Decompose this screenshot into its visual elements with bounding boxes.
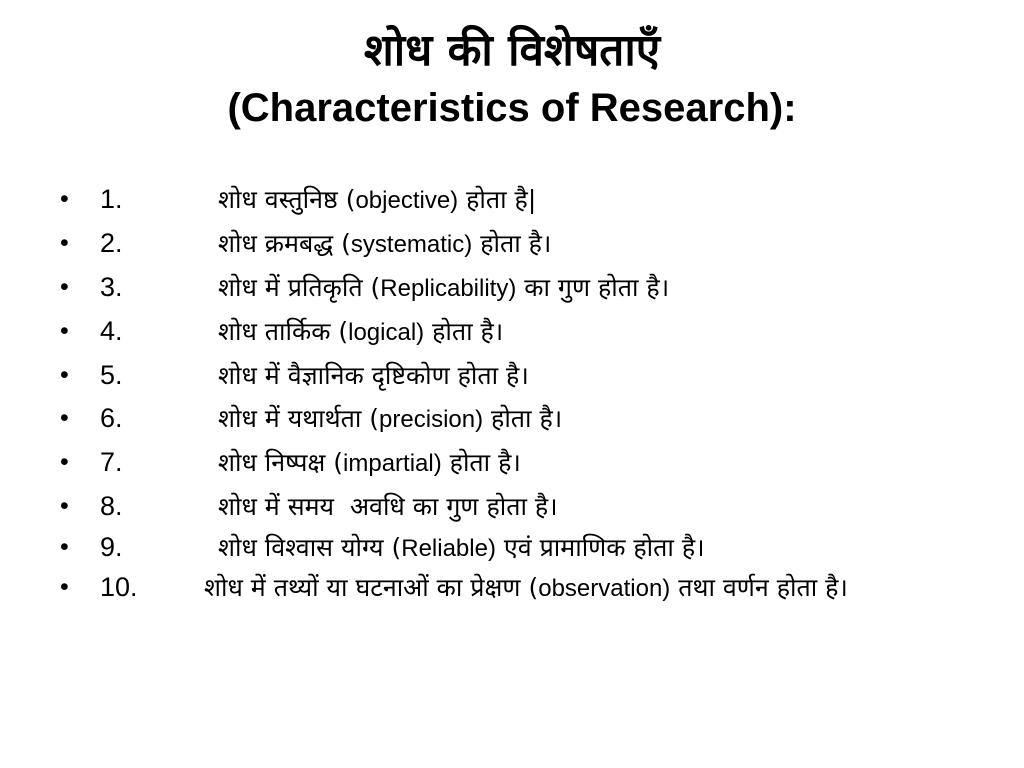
bullet-icon: •	[60, 404, 69, 432]
item-text-end: होता है।	[441, 448, 521, 477]
item-number: 8.	[100, 491, 123, 521]
item-english-term: impartial)	[343, 450, 442, 477]
bullet-icon: •	[60, 361, 69, 389]
bullet-icon: •	[60, 185, 69, 213]
title-english: (Characteristics of Research):	[227, 85, 797, 130]
item-number: 1.	[100, 184, 123, 214]
item-english-term: systematic)	[350, 231, 473, 258]
item-english-term: logical)	[348, 319, 425, 346]
item-english-term: objective)	[355, 187, 459, 214]
item-text-end: होता है।	[483, 404, 563, 433]
item-number: 6.	[100, 403, 123, 433]
item-text-end: तथा वर्णन होता है।	[670, 573, 848, 602]
item-text: शोध में समय अवधि का गुण होता है।	[218, 492, 558, 521]
item-text: शोध में यथार्थता (	[218, 404, 380, 433]
item-english-term: Replicability)	[380, 275, 517, 302]
item-text: शोध तार्किक (	[218, 317, 349, 346]
list-item	[60, 178, 950, 222]
item-english-term: observation)	[538, 575, 671, 602]
list-item	[60, 310, 950, 354]
item-text: शोध में तथ्यों या घटनाओं का प्रेक्षण (	[204, 573, 539, 602]
item-number: 3.	[100, 272, 123, 302]
item-text-end: एवं प्रामाणिक होता है।	[495, 533, 705, 562]
item-english-term: precision)	[379, 406, 484, 433]
item-text-end: होता है|	[458, 185, 537, 214]
bullet-icon: •	[60, 317, 69, 345]
slide-title	[60, 26, 964, 131]
bullet-icon: •	[60, 229, 69, 257]
characteristics-list	[60, 178, 950, 611]
bullet-icon: •	[60, 573, 69, 601]
item-number: 10.	[100, 572, 138, 602]
list-item	[60, 441, 950, 485]
item-text-end: होता है।	[424, 317, 504, 346]
item-text: शोध वस्तुनिष्ठ (	[218, 185, 356, 214]
item-text: शोध में वैज्ञानिक दृष्टिकोण होता है।	[218, 361, 529, 390]
item-number: 9.	[100, 532, 123, 562]
item-number: 4.	[100, 316, 123, 346]
list-item	[60, 571, 950, 605]
title-hindi: शोध की विशेषताएँ	[363, 25, 661, 76]
item-text: शोध क्रमबद्ध (	[218, 229, 351, 258]
list-item	[60, 266, 950, 310]
item-text-end: होता है।	[472, 229, 552, 258]
list-item	[60, 222, 950, 266]
item-number: 2.	[100, 228, 123, 258]
item-text: शोध में प्रतिकृति (	[218, 273, 381, 302]
list-item	[60, 531, 950, 565]
item-number: 5.	[100, 360, 123, 390]
item-text-end: का गुण होता है।	[516, 273, 670, 302]
item-number: 7.	[100, 447, 123, 477]
item-text: शोध निष्पक्ष (	[218, 448, 344, 477]
bullet-icon: •	[60, 273, 69, 301]
bullet-icon: •	[60, 533, 69, 561]
item-english-term: Reliable)	[401, 535, 496, 562]
bullet-icon: •	[60, 448, 69, 476]
list-item	[60, 397, 950, 441]
bullet-icon: •	[60, 492, 69, 520]
list-item	[60, 354, 950, 397]
list-item	[60, 485, 950, 528]
item-text: शोध विश्वास योग्य (	[218, 533, 402, 562]
